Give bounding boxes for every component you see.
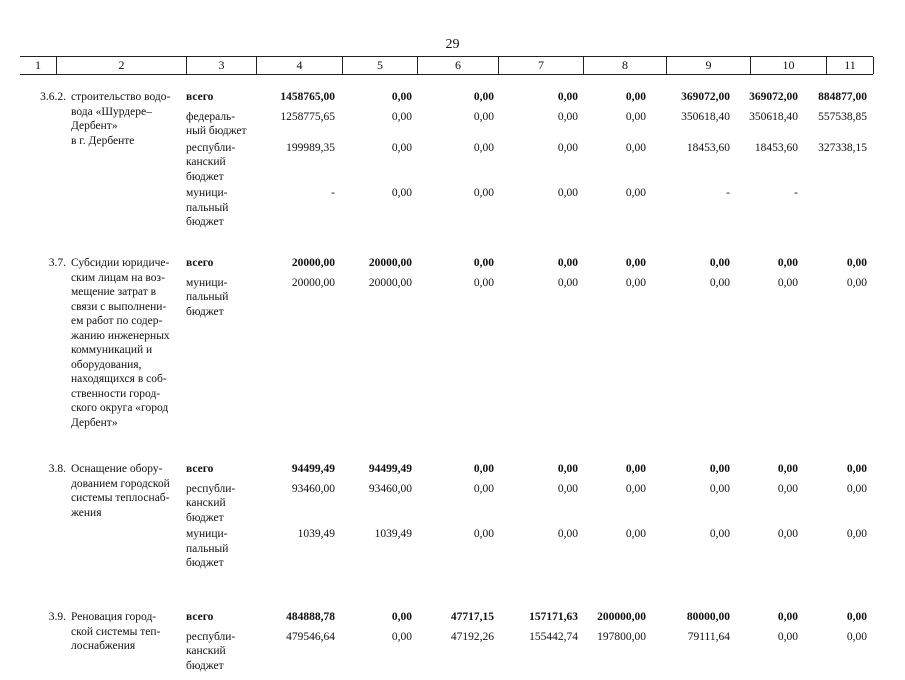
value-col-5: 20000,00 bbox=[368, 257, 412, 269]
value-col-6: 0,00 bbox=[473, 528, 494, 540]
value-col-10: 0,00 bbox=[777, 276, 798, 289]
section-title-line: лоснабжения bbox=[71, 640, 136, 652]
section-title-line: мещение затрат в bbox=[71, 286, 157, 298]
funding-source-line: муници- bbox=[186, 528, 228, 540]
value-col-5: 0,00 bbox=[391, 110, 412, 123]
page-number: 29 bbox=[445, 37, 460, 52]
funding-source-line: бюджет bbox=[186, 511, 224, 524]
funding-source-line: муници- bbox=[186, 276, 228, 289]
section-title-line: ственности город- bbox=[71, 387, 161, 400]
value-col-11: 0,00 bbox=[846, 276, 867, 289]
value-col-7: 0,00 bbox=[557, 187, 578, 199]
funding-source-line: бюджет bbox=[186, 305, 224, 318]
value-col-10: - bbox=[794, 187, 798, 199]
table-section bbox=[20, 462, 873, 590]
value-col-11: 0,00 bbox=[846, 482, 867, 495]
value-col-4: 484888,78 bbox=[286, 611, 335, 623]
value-col-5: 93460,00 bbox=[368, 482, 412, 495]
value-col-10: 0,00 bbox=[777, 528, 798, 540]
funding-source-line: бюджет bbox=[186, 216, 224, 228]
column-header-9: 9 bbox=[666, 57, 750, 74]
value-col-6: 0,00 bbox=[473, 110, 494, 123]
section-title-line: находящихся в соб- bbox=[71, 373, 167, 385]
value-col-7: 155442,74 bbox=[529, 630, 578, 643]
section-title-line: коммуникаций и bbox=[71, 344, 153, 356]
funding-source-line: республи- bbox=[186, 482, 236, 495]
column-header-1: 1 bbox=[35, 58, 41, 72]
value-col-10: 350618,40 bbox=[749, 110, 798, 123]
value-col-8: 197800,00 bbox=[597, 630, 646, 643]
section-title-line: жения bbox=[71, 506, 102, 519]
value-col-11: 0,00 bbox=[846, 611, 867, 623]
section-title-line: вода «Шурдере– bbox=[71, 105, 152, 118]
value-col-9: 18453,60 bbox=[686, 141, 730, 154]
funding-source bbox=[186, 256, 256, 271]
value-col-11: 0,00 bbox=[846, 528, 867, 540]
value-col-4: 94499,49 bbox=[291, 463, 335, 475]
value-col-10: 369072,00 bbox=[749, 91, 798, 103]
value-col-4: 93460,00 bbox=[291, 482, 335, 495]
value-col-8: 0,00 bbox=[625, 528, 646, 540]
table-header bbox=[20, 56, 873, 75]
funding-source-line: канский bbox=[186, 156, 226, 168]
value-col-5: 0,00 bbox=[391, 141, 412, 154]
value-col-7: 0,00 bbox=[557, 463, 578, 475]
value-col-9: 0,00 bbox=[709, 482, 730, 495]
section-title bbox=[71, 462, 186, 520]
value-col-4: 1039,49 bbox=[297, 528, 335, 540]
section-number: 3.9. bbox=[48, 611, 66, 623]
section-title-line: оборудования, bbox=[71, 358, 142, 371]
value-col-5: 0,00 bbox=[391, 611, 412, 623]
funding-source-line: бюджет bbox=[186, 170, 224, 183]
value-col-5: 20000,00 bbox=[368, 276, 412, 289]
section-title-line: дованием городской bbox=[71, 477, 170, 490]
section-title-line: ем работ по содер- bbox=[71, 315, 163, 327]
section-title-line: ского округа «город bbox=[71, 402, 169, 414]
value-col-4: 20000,00 bbox=[291, 276, 335, 289]
value-col-6: 47192,26 bbox=[450, 630, 494, 643]
value-col-9: 0,00 bbox=[709, 463, 730, 475]
value-col-5: 0,00 bbox=[391, 187, 412, 199]
value-col-7: 0,00 bbox=[557, 257, 578, 269]
funding-source bbox=[186, 276, 256, 320]
value-col-9: 369072,00 bbox=[681, 91, 730, 103]
funding-source-line: всего bbox=[186, 91, 214, 103]
funding-source-line: федераль- bbox=[186, 110, 236, 123]
value-col-4: 1458765,00 bbox=[280, 91, 335, 103]
value-col-4: 20000,00 bbox=[291, 257, 335, 269]
value-col-10: 0,00 bbox=[777, 257, 798, 269]
value-col-10: 0,00 bbox=[777, 630, 798, 643]
value-col-8: 0,00 bbox=[625, 141, 646, 154]
value-col-11: 0,00 bbox=[846, 257, 867, 269]
value-col-9: - bbox=[726, 187, 730, 199]
value-col-5: 0,00 bbox=[391, 91, 412, 103]
funding-source bbox=[186, 630, 256, 674]
section-title-line: связи с выполнени- bbox=[71, 300, 167, 313]
funding-source bbox=[186, 527, 256, 571]
value-col-9: 0,00 bbox=[709, 528, 730, 540]
funding-source-line: всего bbox=[186, 257, 214, 269]
header-right-border bbox=[873, 57, 874, 74]
funding-source bbox=[186, 482, 256, 526]
value-col-6: 0,00 bbox=[473, 141, 494, 154]
value-col-4: 1258775,65 bbox=[280, 110, 335, 123]
section-title-line: ским лицам на воз- bbox=[71, 271, 165, 284]
column-header-3: 3 bbox=[186, 57, 256, 74]
value-col-7: 157171,63 bbox=[529, 611, 578, 623]
funding-source-line: пальный bbox=[186, 291, 229, 303]
funding-source bbox=[186, 610, 256, 625]
section-title-line: Реновация город- bbox=[71, 611, 157, 623]
value-col-7: 0,00 bbox=[557, 141, 578, 154]
value-col-6: 0,00 bbox=[473, 463, 494, 475]
value-col-9: 0,00 bbox=[709, 276, 730, 289]
funding-source-line: пальный bbox=[186, 201, 229, 214]
funding-source bbox=[186, 141, 256, 185]
funding-source-line: республи- bbox=[186, 141, 236, 154]
value-col-4: 479546,64 bbox=[286, 630, 335, 643]
value-col-9: 0,00 bbox=[709, 257, 730, 269]
column-header-8: 8 bbox=[583, 57, 666, 74]
value-col-8: 0,00 bbox=[625, 110, 646, 123]
value-col-11: 327338,15 bbox=[818, 141, 867, 154]
value-col-5: 94499,49 bbox=[368, 463, 412, 475]
column-header-5: 5 bbox=[342, 57, 417, 74]
funding-source bbox=[186, 110, 256, 139]
funding-source-line: пальный bbox=[186, 542, 229, 555]
section-title-line: системы теплоснаб- bbox=[71, 492, 170, 504]
value-col-11: 884877,00 bbox=[818, 91, 867, 103]
value-col-10: 0,00 bbox=[777, 463, 798, 475]
section-title-line: Дербент» bbox=[71, 120, 118, 132]
section-title-line: Дербент» bbox=[71, 416, 118, 429]
table-body bbox=[20, 90, 873, 680]
funding-source-line: канский bbox=[186, 645, 226, 657]
column-header-10: 10 bbox=[750, 57, 826, 74]
column-header-11: 11 bbox=[826, 57, 873, 74]
value-col-4: 199989,35 bbox=[286, 141, 335, 154]
value-col-7: 0,00 bbox=[557, 276, 578, 289]
value-col-6: 0,00 bbox=[473, 276, 494, 289]
value-col-10: 0,00 bbox=[777, 611, 798, 623]
funding-source-line: канский bbox=[186, 497, 226, 509]
column-header-4: 4 bbox=[256, 57, 342, 74]
value-col-6: 47717,15 bbox=[450, 611, 494, 623]
section-title-line: Оснащение обору- bbox=[71, 463, 163, 475]
value-col-7: 0,00 bbox=[557, 528, 578, 540]
value-col-11: 0,00 bbox=[846, 630, 867, 643]
value-col-6: 0,00 bbox=[473, 91, 494, 103]
section-title bbox=[71, 256, 186, 430]
section-number: 3.8. bbox=[48, 463, 66, 475]
funding-source-line: бюджет bbox=[186, 557, 224, 569]
value-col-11: 557538,85 bbox=[818, 110, 867, 123]
value-col-8: 200000,00 bbox=[597, 611, 646, 623]
value-col-5: 1039,49 bbox=[374, 528, 412, 540]
value-col-9: 79111,64 bbox=[687, 630, 730, 643]
section-title bbox=[71, 610, 186, 654]
funding-source-line: республи- bbox=[186, 630, 236, 643]
funding-source-line: муници- bbox=[186, 187, 228, 199]
value-col-4: - bbox=[331, 187, 335, 199]
funding-source bbox=[186, 186, 256, 230]
value-col-5: 0,00 bbox=[391, 630, 412, 643]
funding-source bbox=[186, 90, 256, 105]
funding-source-line: всего bbox=[186, 463, 214, 475]
section-number: 3.6.2. bbox=[40, 91, 66, 103]
value-col-10: 18453,60 bbox=[754, 141, 798, 154]
funding-source-line: всего bbox=[186, 611, 214, 623]
column-header-6: 6 bbox=[417, 57, 498, 74]
table-section bbox=[20, 90, 873, 236]
table-section bbox=[20, 256, 873, 442]
table-section bbox=[20, 610, 873, 680]
value-col-8: 0,00 bbox=[625, 91, 646, 103]
value-col-6: 0,00 bbox=[473, 482, 494, 495]
value-col-9: 80000,00 bbox=[686, 611, 730, 623]
funding-source-line: бюджет bbox=[186, 659, 224, 672]
value-col-6: 0,00 bbox=[473, 257, 494, 269]
value-col-7: 0,00 bbox=[557, 91, 578, 103]
value-col-9: 350618,40 bbox=[681, 110, 730, 123]
value-col-8: 0,00 bbox=[625, 482, 646, 495]
value-col-8: 0,00 bbox=[625, 463, 646, 475]
funding-source-line: ный бюджет bbox=[186, 125, 247, 137]
value-col-11: 0,00 bbox=[846, 463, 867, 475]
column-header-7: 7 bbox=[498, 57, 583, 74]
funding-source bbox=[186, 462, 256, 477]
value-col-6: 0,00 bbox=[473, 187, 494, 199]
section-number: 3.7. bbox=[48, 257, 66, 269]
value-col-7: 0,00 bbox=[557, 482, 578, 495]
section-title bbox=[71, 90, 186, 148]
value-col-10: 0,00 bbox=[777, 482, 798, 495]
section-title-line: строительство водо- bbox=[71, 91, 171, 103]
section-title-line: в г. Дербенте bbox=[71, 134, 135, 147]
value-col-8: 0,00 bbox=[625, 276, 646, 289]
column-header-2: 2 bbox=[56, 57, 186, 74]
value-col-7: 0,00 bbox=[557, 110, 578, 123]
section-title-line: ской системы теп- bbox=[71, 625, 161, 638]
section-title-line: Субсидии юридиче- bbox=[71, 257, 170, 269]
value-col-8: 0,00 bbox=[625, 187, 646, 199]
value-col-8: 0,00 bbox=[625, 257, 646, 269]
section-title-line: жанию инженерных bbox=[71, 329, 170, 342]
